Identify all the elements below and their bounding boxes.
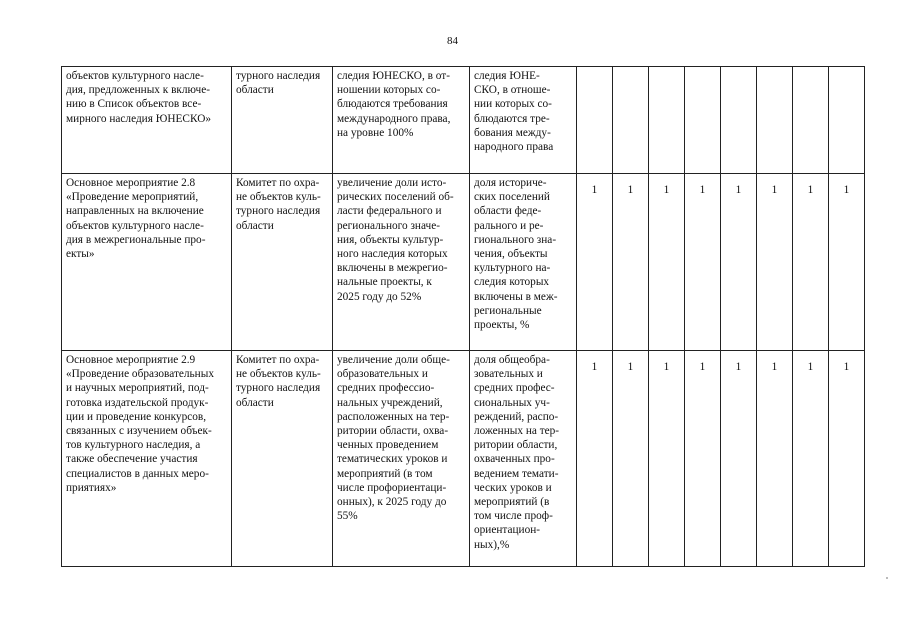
table-row: [62, 174, 865, 351]
value-cell: [829, 67, 865, 174]
value-cell: 1: [721, 174, 757, 351]
value-cell: 1: [757, 174, 793, 351]
expected-result-cell: следия ЮНЕСКО, в от- ношении которых со- блюдаются требования международного права, на уровне 100%: [333, 67, 470, 174]
program-table: [61, 66, 865, 567]
value-cell: 1: [829, 351, 865, 567]
value-cell: 1: [577, 351, 613, 567]
page-number: 84: [447, 35, 458, 47]
value-cell: [721, 67, 757, 174]
value-cell: [793, 67, 829, 174]
value-cell: 1: [685, 351, 721, 567]
indicator-cell: следия ЮНЕ- СКО, в отноше- нии которых со- блюдаются тре- бования между- народного права: [470, 67, 577, 174]
value-cell: 1: [793, 351, 829, 567]
value-cell: [685, 67, 721, 174]
value-cell: [757, 67, 793, 174]
indicator-cell: доля общеобра- зовательных и средних профес- сиональных уч- реждений, распо- ложенных на тер- ритории области, охваченных про- ведением темати- ческих уроков и мероприятий (в том числе проф- ориентацион- ных),%: [470, 351, 577, 567]
value-cell: 1: [685, 174, 721, 351]
value-cell: 1: [721, 351, 757, 567]
executor-cell: Комитет по охра- не объектов куль- турного наследия области: [232, 351, 333, 567]
value-cell: 1: [649, 351, 685, 567]
value-cell: 1: [613, 351, 649, 567]
value-cell: 1: [613, 174, 649, 351]
value-cell: [577, 67, 613, 174]
expected-result-cell: увеличение доли исто- рических поселений об- ласти федерального и регионального значе- ния, объекты культур- ного наследия которых включены в межрегио- нальные проекты, к 2025 году до 52%: [333, 174, 470, 351]
executor-cell: турного наследия области: [232, 67, 333, 174]
table-row: [62, 351, 865, 567]
value-cell: [649, 67, 685, 174]
activity-cell: Основное мероприятие 2.8 «Проведение мероприятий, направленных на включение объектов культурного насле- дия в межрегиональные про- екты»: [62, 174, 232, 351]
activity-cell: объектов культурного насле- дия, предложенных к включе- нию в Список объектов все- мирного наследия ЮНЕСКО»: [62, 67, 232, 174]
value-cell: 1: [793, 174, 829, 351]
value-cell: 1: [829, 174, 865, 351]
executor-cell: Комитет по охра- не объектов куль- турного наследия области: [232, 174, 333, 351]
table-row: [62, 67, 865, 174]
value-cell: 1: [757, 351, 793, 567]
indicator-cell: доля историче- ских поселений области феде- рального и ре- гионального зна- чения, объекты культурного на- следия которых включены в меж- региональные проекты, %: [470, 174, 577, 351]
value-cell: 1: [649, 174, 685, 351]
scan-speck: [886, 577, 888, 579]
expected-result-cell: увеличение доли обще- образовательных и средних профессио- нальных учреждений, расположенных на тер- ритории области, охва- ченных проведением тематических уроков и мероприятий (в том числе профориентаци- онных), к 2025 году до 55%: [333, 351, 470, 567]
activity-cell: Основное мероприятие 2.9 «Проведение образовательных и научных мероприятий, под- готовка издательской продук- ции и проведение конкурсов, связанных с изучением объек- тов культурного наследия, а также обеспечение участия специалистов в данных меро- приятиях»: [62, 351, 232, 567]
value-cell: 1: [577, 174, 613, 351]
value-cell: [613, 67, 649, 174]
